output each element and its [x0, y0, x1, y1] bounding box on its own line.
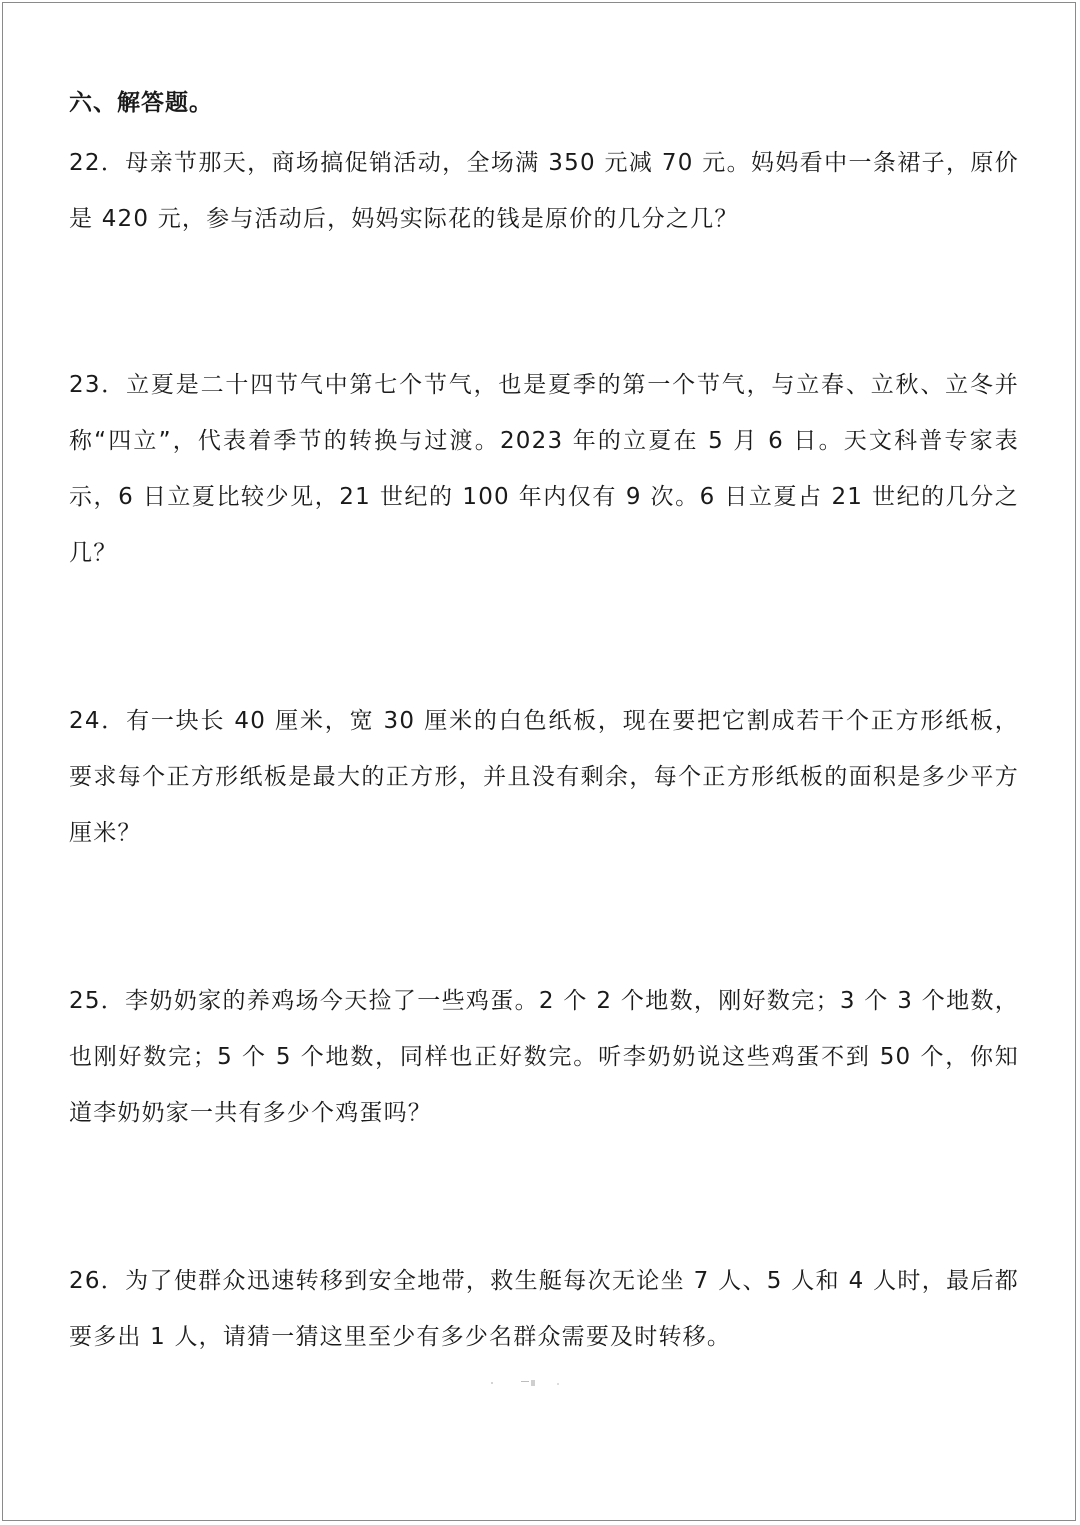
faint-footer-mark	[487, 1376, 567, 1392]
section-title: 六、解答题。	[69, 90, 213, 116]
question-22: 22．母亲节那天，商场搞促销活动，全场满 350 元减 70 元。妈妈看中一条裙子，原价是 420 元，参与活动后，妈妈实际花的钱是原价的几分之几？	[69, 150, 1019, 232]
faint-mark-glyph	[487, 1376, 567, 1392]
worksheet-page	[2, 2, 1076, 1521]
question-23: 23．立夏是二十四节气中第七个节气，也是夏季的第一个节气，与立春、立秋、立冬并称“四立”，代表着季节的转换与过渡。2023 年的立夏在 5 月 6 日。天文科普专家表示，6 日立夏比较少见，21 世纪的 100 年内仅有 9 次。6 日立夏占 21 世纪的几分之几？	[69, 372, 1019, 566]
question-26: 26．为了使群众迅速转移到安全地带，救生艇每次无论坐 7 人、5 人和 4 人时，最后都要多出 1 人，请猜一猜这里至少有多少名群众需要及时转移。	[69, 1268, 1019, 1350]
question-25: 25．李奶奶家的养鸡场今天捡了一些鸡蛋。2 个 2 个地数，刚好数完；3 个 3 个地数，也刚好数完；5 个 5 个地数，同样也正好数完。听李奶奶说这些鸡蛋不到 50 个，你知道李奶奶家一共有多少个鸡蛋吗？	[69, 988, 1019, 1126]
question-24: 24．有一块长 40 厘米，宽 30 厘米的白色纸板，现在要把它割成若干个正方形纸板，要求每个正方形纸板是最大的正方形，并且没有剩余，每个正方形纸板的面积是多少平方厘米？	[69, 708, 1019, 846]
worksheet-content	[69, 81, 1019, 1365]
